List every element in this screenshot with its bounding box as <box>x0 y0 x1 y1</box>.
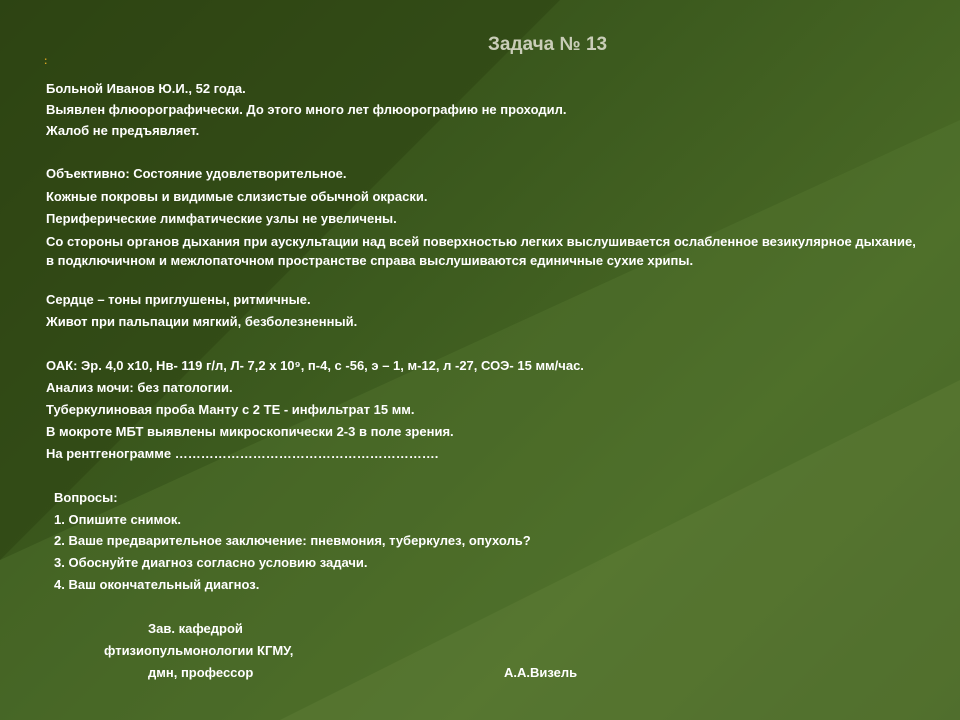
question-item: 3. Обоснуйте диагноз согласно условию задачи. <box>54 555 368 570</box>
signature-line: дмн, профессор <box>148 665 254 680</box>
case-line: Туберкулиновая проба Манту с 2 ТЕ - инфильтрат 15 мм. <box>46 402 415 417</box>
bullet-mark: : <box>44 56 48 67</box>
signature-line: фтизиопульмонологии КГМУ, <box>104 643 294 658</box>
case-line: Анализ мочи: без патологии. <box>46 380 233 395</box>
case-line: На рентгенограмме ……………………………………………………. <box>46 446 439 461</box>
question-item: 4. Ваш окончательный диагноз. <box>54 577 260 592</box>
question-item: 2. Ваше предварительное заключение: пневмония, туберкулез, опухоль? <box>54 533 531 548</box>
case-line: Живот при пальпации мягкий, безболезненный. <box>46 314 358 329</box>
case-line: Выявлен флюорографически. До этого много лет флюорографию не проходил. <box>46 102 567 117</box>
case-line: Сердце – тоны приглушены, ритмичные. <box>46 292 311 307</box>
case-line: В мокроте МБТ выявлены микроскопически 2-3 в поле зрения. <box>46 424 454 439</box>
signature-name: А.А.Визель <box>504 665 578 680</box>
case-line: ОАК: Эр. 4,0 х10, Нв- 119 г/л, Л- 7,2 х 10⁹, п-4, с -56, э – 1, м-12, л -27, СОЭ- 15 мм/час. <box>46 358 584 373</box>
question-item: 1. Опишите снимок. <box>54 512 182 527</box>
case-line: Со стороны органов дыхания при аускультации над всей поверхностью легких выслушивается ослабленное везикулярное дыхание, в подключичном и межлопаточном пространстве справа выслушиваются единичные сухие хрипы. <box>46 234 916 268</box>
case-line: Объективно: Состояние удовлетворительное. <box>46 166 347 181</box>
signature-line: Зав. кафедрой <box>148 621 243 636</box>
case-line: Периферические лимфатические узлы не увеличены. <box>46 211 397 226</box>
slide-title: Задача № 13 <box>488 34 608 55</box>
case-line: Кожные покровы и видимые слизистые обычной окраски. <box>46 189 428 204</box>
case-line: Жалоб не предъявляет. <box>46 123 200 138</box>
case-line: Больной Иванов Ю.И., 52 года. <box>46 81 246 96</box>
questions-heading: Вопросы: <box>54 490 118 505</box>
